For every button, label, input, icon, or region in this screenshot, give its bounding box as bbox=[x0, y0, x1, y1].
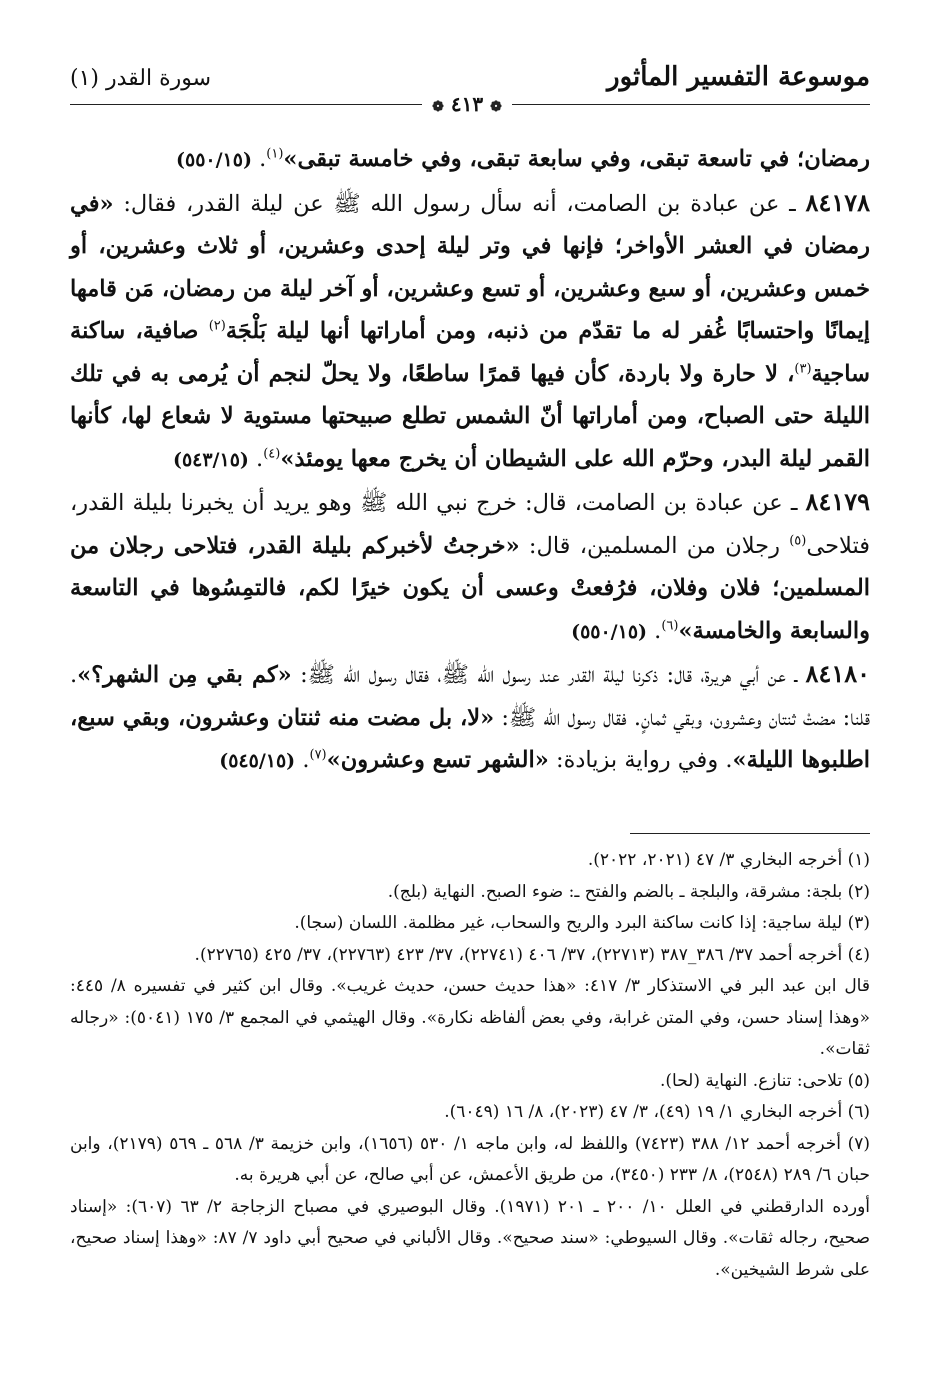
footnote-rule bbox=[630, 833, 870, 834]
ornament-icon: ❁ bbox=[432, 99, 444, 115]
hadith-entry bbox=[70, 481, 870, 653]
footnote: (٧) أخرجه أحمد ١٢/ ٣٨٨ (٧٤٢٣) واللفظ له، وابن ماجه ١/ ٥٣٠ (١٦٥٦)، وابن خزيمة ٣/ ٥٦٨ ـ ٥٦٩ (٢١٧٩)، وابن حبان ٦/ ٢٨٩ (٢٥٤٨)، ٨/ ٢٣٣ (٣٤٥٠)، من طريق الأعمش، عن أبي صالح، عن أبي هريرة به. bbox=[70, 1133, 871, 1185]
punctuation: . bbox=[647, 617, 662, 644]
footnote-marker: (٣) bbox=[794, 361, 812, 376]
entry-number: ٨٤١٧٨ bbox=[805, 187, 870, 217]
reference: (٥٤٣/١٥) bbox=[172, 448, 249, 471]
hadith-quote: صافية، ساكنة ساجية bbox=[70, 318, 870, 387]
footnote: (١) أخرجه البخاري ٣/ ٤٧ (٢٠٢١، ٢٠٢٢). bbox=[587, 850, 870, 870]
footnote: (٤) أخرجه أحمد ٣٧/ ٣٨٦_٣٨٧ (٢٢٧١٣)، ٣٧/ ٤٠٦ (٢٢٧٤١)، ٣٧/ ٤٢٣ (٢٢٧٦٣)، ٣٧/ ٤٢٥ (٢٢٧٦٥). bbox=[194, 944, 870, 965]
book-title: موسوعة التفسير المأثور bbox=[607, 62, 870, 92]
narration-intro: ـ عن أبي هريرة، قال: ذكرنا ليلة القدر عند رسول الله ﷺ، فقال رسول الله ﷺ: bbox=[291, 662, 806, 688]
hadith-quote: ، لا حارة ولا باردة، كأن فيها قمرًا ساطعًا، ولا يحلّ لنجم أن يُرمى به في تلك الليلة حتى الصباح، ومن أماراتها أنّ الشمس تطلع صبيحتها مستوية لا شعاع لها، كأنها القمر ليلة البدر، وحرّم الله على الشيطان أن يخرج معها يومئذ» bbox=[70, 360, 870, 472]
footnote-marker: (٥) bbox=[789, 533, 807, 548]
narration-intro: ـ عن عبادة بن الصامت، قال: خرج نبي الله ﷺ وهو يريد أن يخبرنا بليلة القدر، فتلاحى bbox=[70, 490, 870, 559]
narration-text: . وفي رواية بزيادة: bbox=[548, 747, 733, 773]
hadith-quote: رمضان؛ في تاسعة تبقى، وفي سابعة تبقى، وفي خامسة تبقى» bbox=[283, 146, 870, 172]
hadith-quote: «الشهر تسع وعشرون» bbox=[326, 747, 549, 773]
footnote: (٢) بلجة: مشرقة، والبلجة ـ بالضم والفتح ـ: ضوء الصبح. النهاية (بلج). bbox=[387, 881, 870, 902]
page-number-block bbox=[0, 92, 934, 116]
hadith-quote: «لا، بل مضت منه ثنتان وعشرون، وبقي سبع، اطلبوها الليلة» bbox=[70, 704, 870, 773]
footnote-marker: (١) bbox=[266, 146, 284, 162]
footnote: (٣) ليلة ساجية: إذا كانت ساكنة البرد والريح والسحاب، غير مظلمة. اللسان (سجا). bbox=[294, 913, 870, 933]
narration-text: . قلنا: مضتْ ثنتان وعشرون، وبقي ثمانٍ. فقال رسول الله ﷺ: bbox=[70, 662, 870, 731]
hadith-quote: «في رمضان في العشر الأواخر؛ فإنها في وتر ليلة إحدى وعشرين، أو ثلاث وعشرين، أو خمس وعشرين، أو سبع وعشرين، أو تسع وعشرين، أو آخر ليلة من رمضان، مَن قامها إيمانًا واحتسابًا غُفر له ما تقدّم من ذنبه، ومن أماراتها أنها ليلة بَلْجَة bbox=[70, 190, 870, 344]
page-number: ٤١٣ bbox=[450, 92, 484, 116]
footnote: أورده الدارقطني في العلل ١٠/ ٢٠٠ ـ ٢٠١ (١٩٧١). وقال البوصيري في مصباح الزجاجة ٢/ ٦٣ (٦٠٧): «إسناد صحيح، رجاله ثقات». وقال السيوطي: «سند صحيح». وقال الألباني في صحيح أبي داود ٧/ ٨٧: «وهذا إسناد صحيح، على شرط الشيخين». bbox=[70, 1196, 871, 1280]
reference: (٥٤٥/١٥) bbox=[219, 750, 296, 772]
footnote-marker: (٧) bbox=[309, 747, 327, 763]
entry-number: ٨٤١٨٠ bbox=[805, 659, 870, 688]
hadith-quote: «خرجتُ لأخبركم بليلة القدر، فتلاحى رجلان من المسلمين؛ فلان وفلان، فرُفعتْ وعسى أن يكون خيرًا لكم، فالتمِسُوها في التاسعة والسابعة والخامسة» bbox=[70, 532, 870, 644]
surah-title: سورة القدر (١) bbox=[70, 66, 212, 91]
footnote: (٦) أخرجه البخاري ١/ ١٩ (٤٩)، ٣/ ٤٧ (٢٠٢٣)، ٨/ ١٦ (٦٠٤٩). bbox=[444, 1102, 870, 1122]
narration-intro: رجلان من المسلمين، قال: bbox=[519, 532, 790, 559]
main-text bbox=[70, 138, 870, 783]
hadith-quote: «كم بقي مِن الشهر؟» bbox=[77, 662, 292, 688]
punctuation: . bbox=[251, 146, 267, 172]
reference: (٥٥٠/١٥) bbox=[571, 620, 648, 643]
footnote-marker: (٦) bbox=[661, 618, 679, 633]
footnote: (٥) تلاحى: تنازع. النهاية (لحا). bbox=[659, 1070, 870, 1091]
entry-number: ٨٤١٧٩ bbox=[805, 487, 870, 516]
hadith-entry bbox=[70, 182, 870, 482]
hadith-entry bbox=[70, 653, 870, 783]
footnote: قال ابن عبد البر في الاستذكار ٣/ ٤١٧: «هذا حديث حسن، حديث غريب». وقال ابن كثير في تفسيره ٨/ ٤٤٥: «وهذا إسناد حسن، وفي المتن غرابة، وفي بعض ألفاظه نكارة». وقال الهيثمي في المجمع ٣/ ١٧٥ (٥٠٤١): «رجاله ثقات». bbox=[70, 976, 870, 1059]
paragraph bbox=[70, 138, 870, 182]
footnote-marker: (٤) bbox=[263, 446, 281, 461]
punctuation: . bbox=[295, 747, 310, 773]
footnote-marker: (٢) bbox=[208, 318, 226, 334]
narration-intro: ـ عن عبادة بن الصامت، أنه سأل رسول الله ﷺ عن ليلة القدر، فقال: bbox=[113, 190, 806, 217]
reference: (٥٥٠/١٥) bbox=[175, 149, 252, 171]
punctuation: . bbox=[248, 445, 264, 472]
footnotes bbox=[70, 845, 870, 1286]
ornament-icon: ❁ bbox=[490, 99, 502, 115]
